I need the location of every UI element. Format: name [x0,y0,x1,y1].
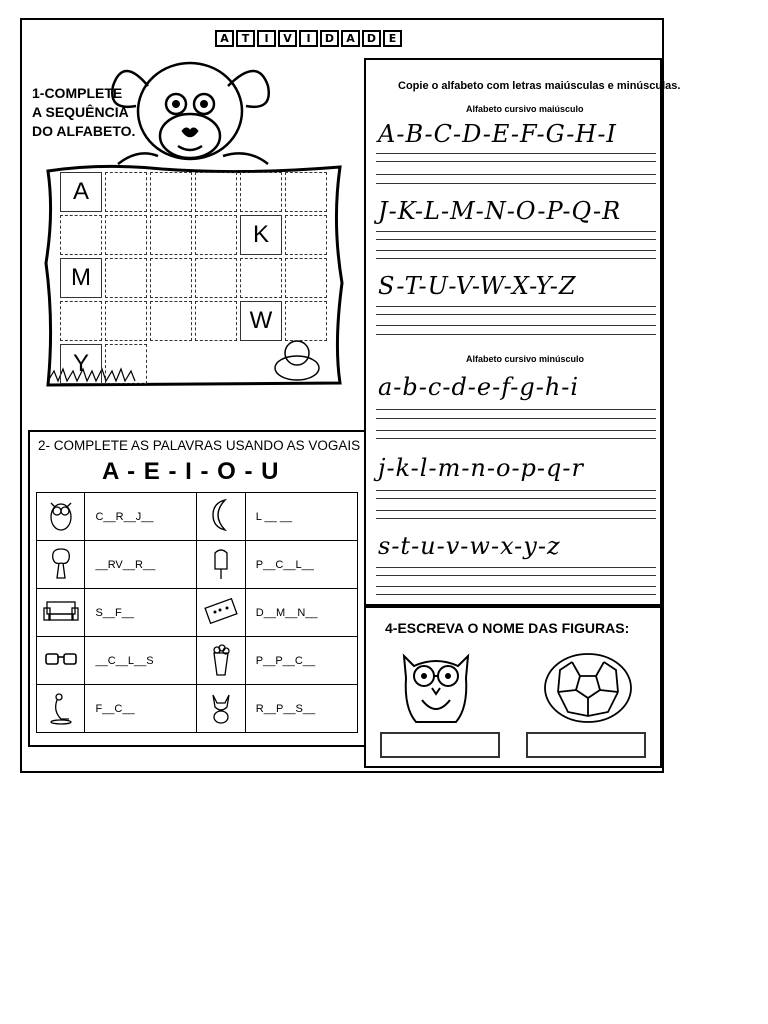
writing-line [376,231,656,232]
cursive-lower-row: j-k-l-m-n-o-p-q-r [378,454,584,482]
writing-line [376,306,656,307]
grid-cell[interactable] [105,344,147,384]
grid-cell: W [240,301,282,341]
title-letter: A [341,30,360,47]
word-blank[interactable]: C__R__J__ [85,493,197,541]
grid-cell[interactable] [285,301,327,341]
seal-icon [37,685,85,733]
answer-input[interactable] [526,732,646,758]
grid-cell[interactable] [195,258,237,298]
writing-line [376,498,656,499]
writing-line [376,174,656,175]
word-blank[interactable]: D__M__N__ [245,589,357,637]
grid-cell [150,344,192,384]
grid-cell [195,344,237,384]
title-letter: I [257,30,276,47]
writing-line [376,575,656,576]
cursive-lower-row: a-b-c-d-e-f-g-h-i [378,373,580,401]
grid-cell: A [60,172,102,212]
dog-illustration [108,56,278,166]
owl-icon [396,648,476,728]
word-blank[interactable]: L __ __ [245,493,357,541]
writing-line [376,258,656,259]
grid-cell[interactable] [105,215,147,255]
word-blank[interactable]: F__C__ [85,685,197,733]
writing-line [376,161,656,162]
word-blank[interactable]: __C__L__S [85,637,197,685]
grid-cell[interactable] [105,258,147,298]
domino-icon [197,589,245,637]
writing-line [376,250,656,251]
table-row [37,493,358,541]
answer-input[interactable] [380,732,500,758]
writing-line [376,518,656,519]
grid-cell[interactable] [60,215,102,255]
table-row [37,589,358,637]
table-row [37,541,358,589]
cursive-upper-row: S-T-U-V-W-X-Y-Z [378,272,577,300]
table-row [37,685,358,733]
moon-icon [197,493,245,541]
writing-line [376,239,656,240]
grid-cell: K [240,215,282,255]
grid-cell[interactable] [105,301,147,341]
grid-cell [240,344,282,384]
writing-line [376,183,656,184]
writing-line [376,409,656,410]
title-letter: D [320,30,339,47]
grid-cell[interactable] [150,301,192,341]
title-letter: I [299,30,318,47]
glasses-icon [37,637,85,685]
writing-line [376,586,656,587]
title-letter: V [278,30,297,47]
popcorn-icon [197,637,245,685]
table-row [37,637,358,685]
grid-cell[interactable] [60,301,102,341]
grid-cell[interactable] [285,258,327,298]
grid-cell[interactable] [285,172,327,212]
cursive-upper-row: A-B-C-D-E-F-G-H-I [378,120,617,148]
writing-line [376,153,656,154]
soccer-ball-icon [542,652,634,724]
title-letter: A [215,30,234,47]
word-table [36,492,358,733]
section3-title: Copie o alfabeto com letras maiúsculas e minúsculas. [398,80,681,92]
cursive-upper-row: J-K-L-M-N-O-P-Q-R [378,197,622,225]
writing-line [376,438,656,439]
upper-alphabet-title: Alfabeto cursivo maiúsculo [466,104,584,114]
grid-cell[interactable] [195,301,237,341]
writing-line [376,594,656,595]
grid-cell[interactable] [240,172,282,212]
title-letter: T [236,30,255,47]
section4-title: 4-ESCREVA O NOME DAS FIGURAS: [385,620,630,636]
tree-icon [37,541,85,589]
lower-alphabet-title: Alfabeto cursivo minúsculo [466,354,585,364]
writing-line [376,334,656,335]
grid-cell[interactable] [150,258,192,298]
word-blank[interactable]: P__P__C__ [245,637,357,685]
word-blank[interactable]: R__P__S__ [245,685,357,733]
grid-cell[interactable] [195,215,237,255]
grid-cell[interactable] [150,172,192,212]
section2-title: 2- COMPLETE AS PALAVRAS USANDO AS VOGAIS [38,438,361,453]
word-blank[interactable]: __RV__R__ [85,541,197,589]
alphabet-grid [60,172,327,384]
section1-title: 1-COMPLETE A SEQUÊNCIA DO ALFABETO. [32,85,136,139]
word-blank[interactable]: P__C__L__ [245,541,357,589]
word-blank[interactable]: S__F__ [85,589,197,637]
fox-icon [197,685,245,733]
writing-line [376,430,656,431]
grid-cell[interactable] [240,258,282,298]
worksheet-title [215,30,402,47]
grid-cell[interactable] [285,215,327,255]
grid-cell [285,344,327,384]
grid-cell: M [60,258,102,298]
writing-line [376,490,656,491]
writing-line [376,314,656,315]
grid-cell[interactable] [105,172,147,212]
writing-line [376,325,656,326]
owl-icon [37,493,85,541]
cursive-lower-row: s-t-u-v-w-x-y-z [378,532,561,560]
grid-cell[interactable] [195,172,237,212]
title-letter: D [362,30,381,47]
grid-cell[interactable] [150,215,192,255]
title-letter: E [383,30,402,47]
writing-line [376,510,656,511]
sofa-icon [37,589,85,637]
writing-line [376,418,656,419]
grid-cell: Y [60,344,102,384]
popsicle-icon [197,541,245,589]
writing-line [376,567,656,568]
vowels-heading: A - E - I - O - U [102,458,280,485]
